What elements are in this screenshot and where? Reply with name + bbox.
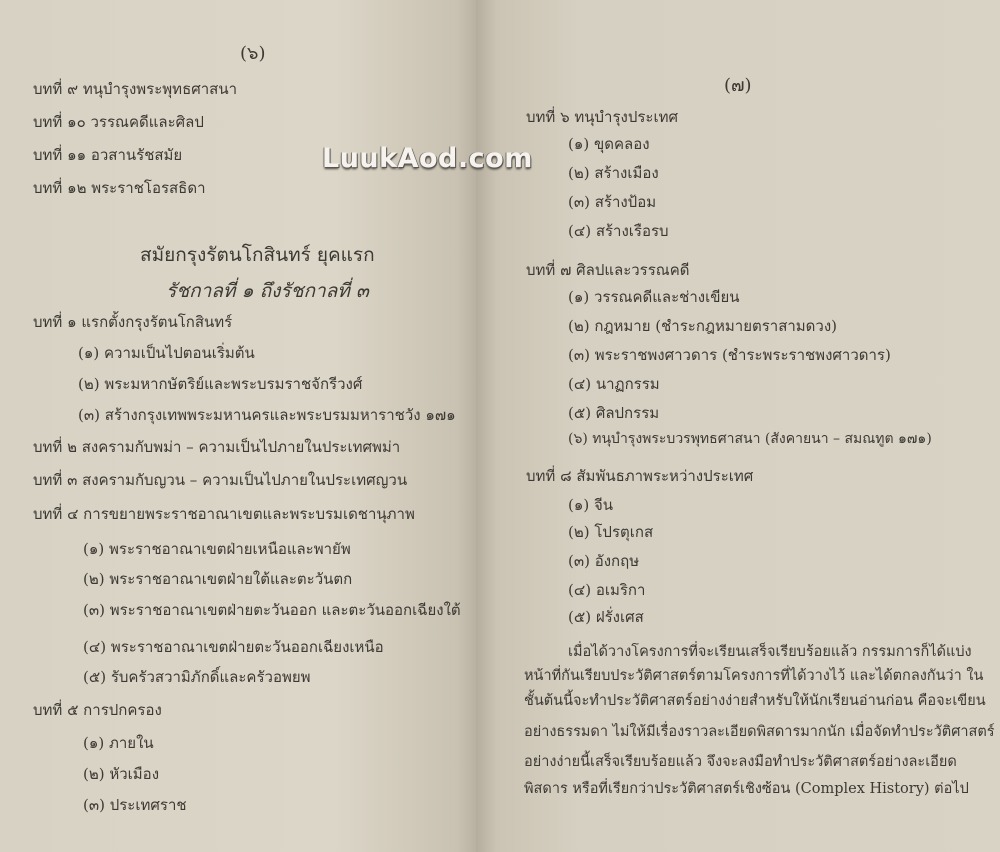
paragraph-line: อย่างง่ายนี้เสร็จเรียบร้อยแล้ว จึงจะลงมือทำประวัติศาสตร์อย่างละเอียด <box>524 754 957 770</box>
section-title: สมัยกรุงรัตนโกสินทร์ ยุคแรก <box>140 244 375 266</box>
toc-entry: บทที่ ๑๐ วรรณคดีและศิลป <box>33 113 204 131</box>
paragraph-line: หน้าที่กันเรียบประวัติศาสตร์ตามโครงการที่ได้วางไว้ และได้ตกลงกันว่า ใน <box>524 668 984 684</box>
sub-entry: (๑) วรรณคดีและช่างเขียน <box>568 288 740 306</box>
toc-entry: บทที่ ๑๑ อวสานรัชสมัย <box>33 146 183 164</box>
sub-entry: (๓) สร้างป้อม <box>568 193 657 211</box>
paragraph-line: พิสดาร หรือที่เรียกว่าประวัติศาสตร์เชิงซ้อน (Complex History) ต่อไป <box>524 781 969 797</box>
sub-entry: (๒) พระมหากษัตริย์และพระบรมราชจักรีวงศ์ <box>78 375 363 393</box>
paragraph-line: อย่างธรรมดา ไม่ให้มีเรื่องราวละเอียดพิสดารมากนัก เมื่อจัดทำประวัติศาสตร์ <box>524 724 995 740</box>
sub-entry: (๑) ความเป็นไปตอนเริ่มต้น <box>78 344 255 362</box>
page-number-right: (๗) <box>724 75 752 96</box>
sub-entry: (๑) จีน <box>568 496 614 514</box>
chapter-entry: บทที่ ๓ สงครามกับญวน – ความเป็นไปภายในประเทศญวน <box>33 471 408 489</box>
sub-entry: (๕) ศิลปกรรม <box>568 404 660 422</box>
sub-entry: (๒) กฎหมาย (ชำระกฎหมายตราสามดวง) <box>568 317 838 335</box>
sub-entry: (๒) โปรตุเกส <box>568 523 654 541</box>
chapter-entry: บทที่ ๑ แรกตั้งกรุงรัตนโกสินทร์ <box>33 313 233 331</box>
sub-entry: (๕) ฝรั่งเศส <box>568 608 644 626</box>
sub-entry: (๓) พระราชพงศาวดาร (ชำระพระราชพงศาวดาร) <box>568 346 891 364</box>
sub-entry: (๕) รับครัวสวามิภักดิ์และครัวอพยพ <box>83 668 311 686</box>
sub-entry: (๔) พระราชอาณาเขตฝ่ายตะวันออกเฉียงเหนือ <box>83 638 384 656</box>
sub-entry: (๔) อเมริกา <box>568 581 646 599</box>
chapter-entry: บทที่ ๗ ศิลปและวรรณคดี <box>526 261 690 279</box>
chapter-entry: บทที่ ๘ สัมพันธภาพระหว่างประเทศ <box>526 467 754 485</box>
chapter-entry: บทที่ ๕ การปกครอง <box>33 701 162 719</box>
toc-entry: บทที่ ๙ ทนุบำรุงพระพุทธศาสนา <box>33 80 237 98</box>
watermark-logo: LuukAod.com <box>322 143 533 174</box>
sub-entry: (๓) พระราชอาณาเขตฝ่ายตะวันออก และตะวันออกเฉียงใต้ <box>83 601 461 619</box>
paragraph-line: เมื่อได้วางโครงการที่จะเรียนเสร็จเรียบร้อยแล้ว กรรมการก็ได้แบ่ง <box>568 644 972 660</box>
chapter-entry: บทที่ ๖ ทนุบำรุงประเทศ <box>526 108 678 126</box>
sub-entry: (๒) พระราชอาณาเขตฝ่ายใต้และตะวันตก <box>83 570 353 588</box>
sub-entry: (๒) สร้างเมือง <box>568 164 659 182</box>
left-page <box>0 0 476 852</box>
chapter-entry: บทที่ ๔ การขยายพระราชอาณาเขตและพระบรมเดชานุภาพ <box>33 505 415 523</box>
page-number-left: (๖) <box>240 43 266 64</box>
sub-entry: (๑) ขุดคลอง <box>568 135 650 153</box>
sub-entry: (๓) อังกฤษ <box>568 552 640 570</box>
sub-entry: (๑) ภายใน <box>83 734 154 752</box>
sub-entry: (๓) ประเทศราช <box>83 796 187 814</box>
right-page <box>476 0 1000 852</box>
section-subtitle: รัชกาลที่ ๑ ถึงรัชกาลที่ ๓ <box>166 280 369 302</box>
toc-entry: บทที่ ๑๒ พระราชโอรสธิดา <box>33 179 206 197</box>
chapter-entry: บทที่ ๒ สงครามกับพม่า – ความเป็นไปภายในประเทศพม่า <box>33 438 401 456</box>
paragraph-line: ชั้นต้นนี้จะทำประวัติศาสตร์อย่างง่ายสำหรับให้นักเรียนอ่านก่อน คือจะเขียน <box>524 693 986 709</box>
sub-entry: (๑) พระราชอาณาเขตฝ่ายเหนือและพายัพ <box>83 540 351 558</box>
sub-entry: (๔) สร้างเรือรบ <box>568 222 669 240</box>
sub-entry: (๓) สร้างกรุงเทพพระมหานครและพระบรมมหาราชวัง ๑๗๑ <box>78 406 456 424</box>
sub-entry: (๖) ทนุบำรุงพระบวรพุทธศาสนา (สังคายนา – สมณทูต ๑๗๑) <box>568 431 932 447</box>
sub-entry: (๒) หัวเมือง <box>83 765 160 783</box>
sub-entry: (๔) นาฏกรรม <box>568 375 660 393</box>
